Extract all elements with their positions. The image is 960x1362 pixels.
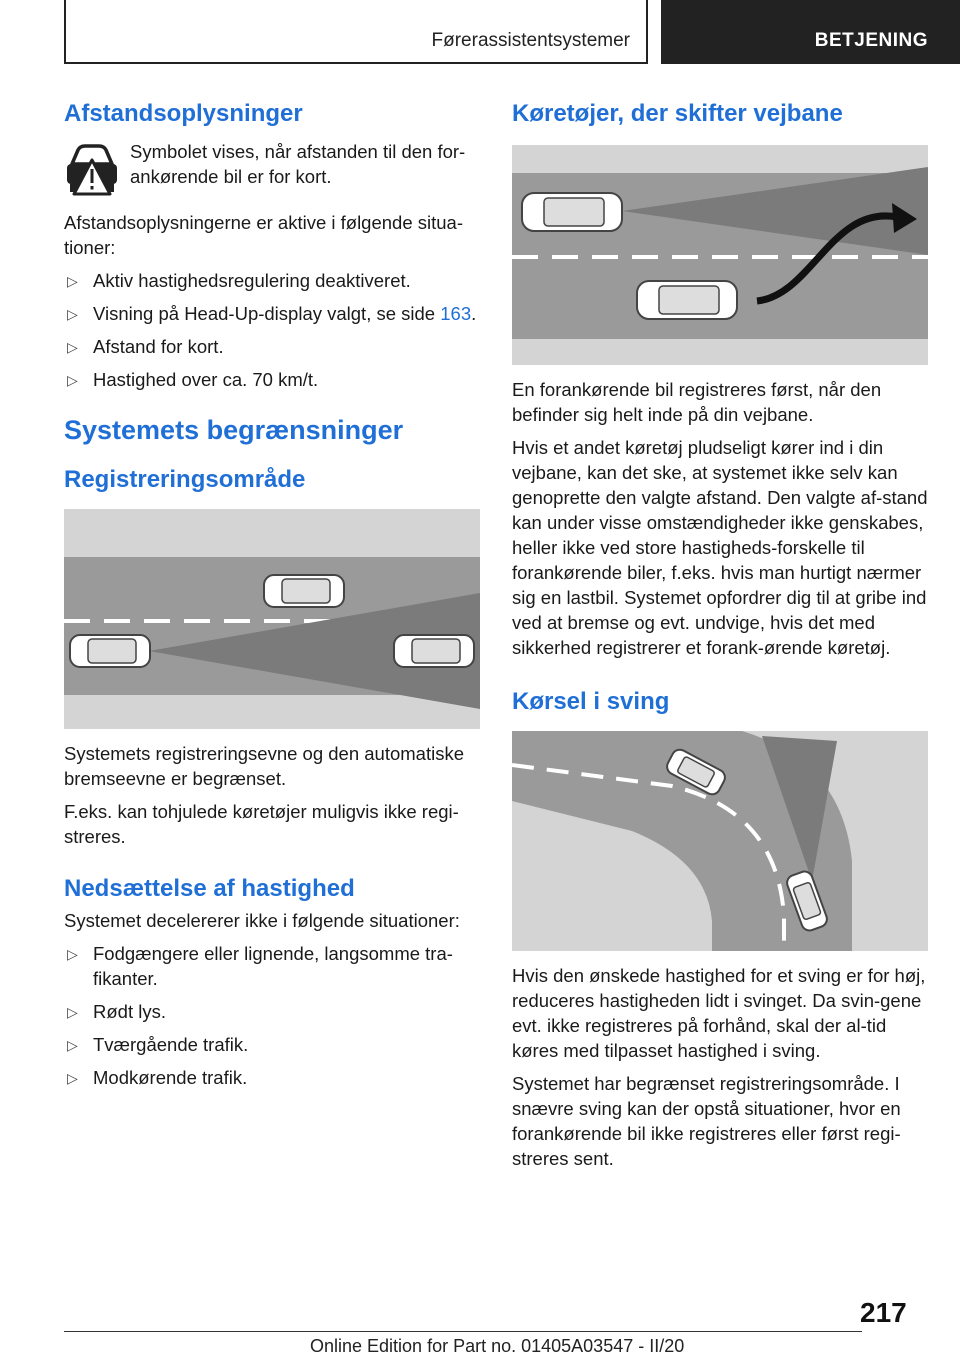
curve-p1: Hvis den ønskede hastighed for et sving er for høj, reduceres hastigheden lidt i svinget. Da svin-gene evt. ikke registreres på forhånd, skal der al-tid køres med tilpasset hastighed i sving. (512, 964, 926, 1061)
page-ref-link[interactable]: 163 (440, 302, 472, 324)
list-item: ▷ Hastighed over ca. 70 km/t. (64, 367, 480, 392)
car-icon (264, 575, 344, 607)
speed-intro: Systemet decelererer ikke i følgende situationer: (64, 909, 460, 931)
lane-p2: Hvis et andet køretøj pludseligt kører ind i din vejbane, kan det ske, at systemet ikke selv kan genoprette den valgte afstand. Den valgte af-stand kan under visse omstændigheder ikke genskabes, heller ikke ved store hastigheds-forskelle til forankørende biler, f.eks. hvis man hurtigt nærmer sig en lastbil. Systemet opfordrer dig til at gribe ind ved at bremse og evt. undvige, hvis det med sikkerhed registrerer et forank-ørende køretøj. (512, 436, 928, 658)
triangle-right-icon: ▷ (67, 1003, 78, 1020)
car-icon (70, 635, 150, 667)
lane-p1: En forankørende bil registreres først, når den befinder sig helt inde på din vejbane. (512, 378, 882, 425)
range-p1: Systemets registreringsevne og den automatiske bremseevne er begrænset. (64, 742, 465, 789)
afstand-list (64, 268, 480, 392)
header-section-box (64, 0, 648, 64)
triangle-right-icon: ▷ (67, 371, 78, 388)
speed-heading: Nedsættelse af hastighed (64, 874, 355, 902)
limits-heading: Systemets begrænsninger (64, 414, 404, 445)
range-heading: Registreringsområde (64, 466, 306, 494)
lane-change-figure (512, 145, 928, 365)
car-icon (522, 193, 622, 231)
list-item: ▷ Modkørende trafik. (64, 1065, 480, 1090)
list-item: ▷ Afstand for kort. (64, 334, 480, 359)
footer-edition: Online Edition for Part no. 01405A03547 - II/20 (310, 1336, 685, 1356)
list-item: ▷ Rødt lys. (64, 999, 480, 1024)
afstand-heading: Afstandsoplysninger (64, 100, 303, 127)
curve-heading: Kørsel i sving (512, 687, 670, 715)
left-column (64, 100, 480, 1090)
range-p2: F.eks. kan tohjulede køretøjer muligvis ikke regi-streres. (64, 800, 459, 847)
curve-p2: Systemet har begrænset registreringsområde. I snævre sving kan der opstå situationer, hvor en forankørende bil ikke registreres eller først regi-streres sent. (512, 1072, 901, 1169)
afstand-symbol-row (64, 139, 480, 196)
header-chapter-title: BETJENING (814, 30, 928, 51)
triangle-right-icon: ▷ (67, 1069, 78, 1086)
afstand-symbol-text: Symbolet vises, når afstanden til den for-ankørende bil er for kort. (130, 140, 466, 187)
afstand-intro: Afstandsoplysningerne er aktive i følgende situa-tioner: (64, 211, 463, 258)
header-chapter-box (661, 0, 960, 64)
lane-heading: Køretøjer, der skifter vejbane (512, 100, 843, 127)
triangle-right-icon: ▷ (67, 338, 78, 355)
triangle-right-icon: ▷ (67, 945, 78, 962)
page-number: 217 (860, 1297, 907, 1328)
header-section-title: Førerassistentsystemer (431, 30, 630, 51)
list-item: ▷ Aktiv hastighedsregulering deaktiveret. (64, 268, 480, 293)
speed-list (64, 941, 480, 1090)
right-column (512, 100, 928, 1171)
triangle-right-icon: ▷ (67, 305, 78, 322)
list-item: ▷ Visning på Head-Up-display valgt, se side 163. (64, 301, 480, 326)
triangle-right-icon: ▷ (67, 272, 78, 289)
footer-divider (64, 1331, 862, 1332)
list-item: ▷ Tværgående trafik. (64, 1032, 480, 1057)
curve-figure (512, 731, 928, 951)
triangle-right-icon: ▷ (67, 1036, 78, 1053)
list-item: ▷ Fodgængere eller lignende, langsomme tra-fikanter. (67, 942, 453, 989)
car-icon (394, 635, 474, 667)
car-distance-warning-icon (64, 142, 120, 196)
detection-range-figure (64, 509, 480, 729)
car-icon (637, 281, 737, 319)
